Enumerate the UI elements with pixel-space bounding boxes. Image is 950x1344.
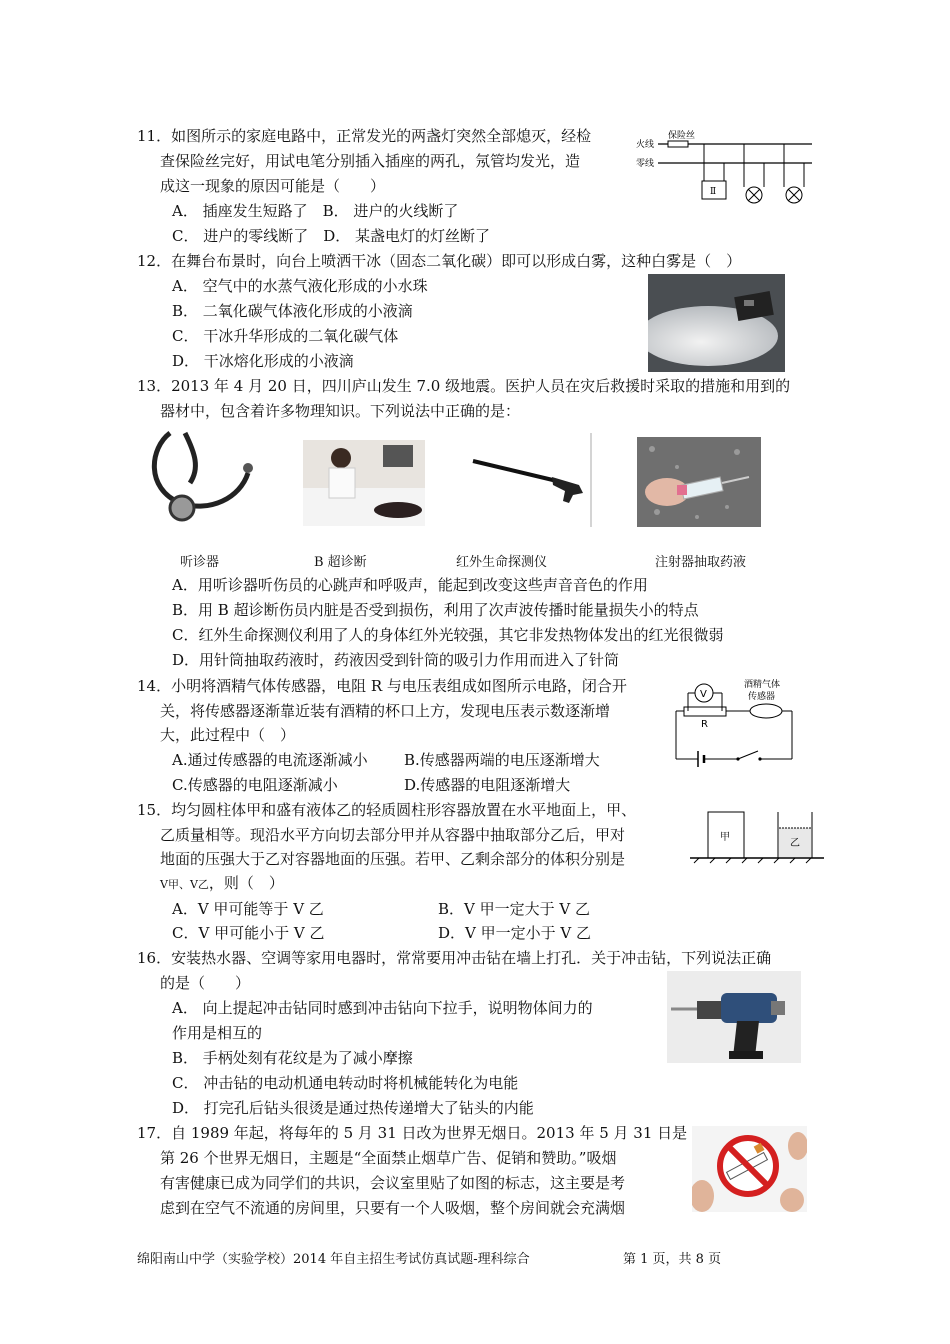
footer-school-title: 绵阳南山中学（实验学校）2014 年自主招生考试仿真试题-理科综合 (137, 1252, 530, 1267)
q14-line3: 大，此过程中（ ） (160, 726, 296, 744)
q12-option-b: B． 二氧化碳气体液化形成的小液滴 (172, 302, 413, 320)
q14-option-b: B.传感器两端的电压逐渐增大 (404, 751, 600, 769)
svg-text:Ⅱ: Ⅱ (710, 187, 717, 197)
q13-option-c: C．红外生命探测仪利用了人的身体红外光较强，其它非发热物体发出的红光很微弱 (172, 626, 724, 644)
alcohol-sensor-circuit-figure (672, 677, 796, 769)
q17-line2: 第 26 个世界无烟日，主题是“全面禁止烟草广告、促销和赞助。”吸烟 (160, 1149, 617, 1167)
sensor-label-line2: 传感器 (748, 692, 776, 702)
q14-option-c: C.传感器的电阻逐渐减小 (172, 776, 338, 794)
infrared-detector-photo (467, 433, 595, 527)
q13-line2: 器材中，包含着许多物理知识。下列说法中正确的是： (160, 402, 521, 420)
q11-line1: 11．如图所示的家庭电路中，正常发光的两盏灯突然全部熄灭，经检 (137, 127, 592, 145)
q17-line3: 有害健康已成为同学们的共识，会议室里贴了如图的标志，这主要是考 (160, 1174, 626, 1192)
q16-line1: 16．安装热水器、空调等家用电器时，常常要用冲击钻在墙上打孔．关于冲击钻，下列说法正确 (137, 949, 772, 967)
q14-option-d: D.传感器的电阻逐渐增大 (404, 776, 571, 794)
q14-line2: 关，将传感器逐渐靠近装有酒精的杯口上方，发现电压表示数逐渐增 (160, 702, 611, 720)
sensor-label-line1: 酒精气体 (744, 680, 781, 690)
q12-option-a: A． 空气中的水蒸气液化形成的小水珠 (172, 277, 428, 295)
caption-b-ultrasound: B 超诊断 (314, 555, 367, 570)
live-wire-label: 火线 (636, 140, 655, 150)
footer-page-number: 第 1 页，共 8 页 (623, 1252, 722, 1267)
fuse-label: 保险丝 (668, 131, 696, 141)
q17-line1: 17．自 1989 年起，将每年的 5 月 31 日改为世界无烟日。2013 年 5 月 31 日是 (137, 1124, 688, 1142)
no-smoking-sign-photo (692, 1126, 807, 1212)
q16-option-d: D． 打完孔后钻头很烫是通过热传递增大了钻头的内能 (172, 1099, 534, 1117)
caption-syringe: 注射器抽取药液 (655, 555, 747, 570)
cylinder-container-figure (690, 808, 824, 864)
q15-line1: 15．均匀圆柱体甲和盛有液体乙的轻质圆柱形容器放置在水平地面上，甲、 (137, 801, 637, 819)
q15-option-b: B．V 甲一定大于 V 乙 (438, 900, 590, 918)
q16-option-a-line2: 作用是相互的 (172, 1024, 263, 1042)
resistor-label: R (701, 719, 708, 730)
cylinder-jia-label: 甲 (720, 832, 730, 843)
q13-option-a: A．用听诊器听伤员的心跳声和呼吸声，能起到改变这些声音音色的作用 (172, 576, 648, 594)
q11-line2: 查保险丝完好，用试电笔分别插入插座的两孔，氖管均发光，造 (160, 152, 581, 170)
q16-option-b: B． 手柄处刻有花纹是为了减小摩擦 (172, 1049, 413, 1067)
dry-ice-fog-photo (648, 274, 785, 372)
caption-infrared-detector: 红外生命探测仪 (456, 555, 548, 570)
neutral-wire-label: 零线 (636, 159, 655, 169)
q17-line4: 虑到在空气不流通的房间里，只要有一个人吸烟，整个房间就会充满烟 (160, 1199, 626, 1217)
q13-line1: 13．2013 年 4 月 20 日，四川庐山发生 7.0 级地震。医护人员在灾后救援时采取的措施和用到的 (137, 377, 791, 395)
q15-line4 (160, 873, 284, 895)
caption-stethoscope: 听诊器 (180, 555, 220, 570)
household-circuit-figure (634, 127, 814, 207)
syringe-photo (637, 437, 761, 527)
q11-options-cd: C． 进户的零线断了 D． 某盏电灯的灯丝断了 (172, 227, 491, 245)
q13-option-b: B．用 B 超诊断伤员内脏是否受到损伤，利用了次声波传播时能量损失小的特点 (172, 601, 699, 619)
q15-volume-vars: V甲、V乙 (160, 878, 209, 891)
q15-option-d: D．V 甲一定小于 V 乙 (438, 924, 591, 942)
stethoscope-photo (140, 428, 260, 526)
voltmeter-label: V (700, 689, 707, 700)
q11-options-ab: A． 插座发生短路了 B． 进户的火线断了 (172, 202, 459, 220)
q15-option-a: A．V 甲可能等于 V 乙 (172, 900, 324, 918)
q15-line2: 乙质量相等。现沿水平方向切去部分甲并从容器中抽取部分乙后，甲对 (160, 826, 626, 844)
q11-line3: 成这一现象的原因可能是（ ） (160, 177, 386, 195)
q15-line3: 地面的压强大于乙对容器地面的压强。若甲、乙剩余部分的体积分别是 (160, 850, 626, 868)
q16-option-a-line1: A． 向上提起冲击钻同时感到冲击钻向下拉手，说明物体间力的 (172, 999, 593, 1017)
q16-option-c: C． 冲击钻的电动机通电转动时将机械能转化为电能 (172, 1074, 519, 1092)
b-ultrasound-photo (303, 440, 425, 526)
container-yi-label: 乙 (790, 838, 800, 849)
q14-line1: 14．小明将酒精气体传感器，电阻 R 与电压表组成如图所示电路，闭合开 (137, 677, 627, 695)
q12-line1: 12．在舞台布景时，向台上喷洒干冰（固态二氧化碳）即可以形成白雾，这种白雾是（ ） (137, 252, 742, 270)
q12-option-c: C． 干冰升华形成的二氧化碳气体 (172, 327, 399, 345)
impact-drill-photo (667, 971, 801, 1063)
q16-line2: 的是（ ） (160, 974, 251, 992)
q14-option-a: A.通过传感器的电流逐渐减小 (172, 751, 368, 769)
q12-option-d: D． 干冰熔化形成的小液滴 (172, 352, 354, 370)
q15-line4-rest: ，则（ ） (208, 874, 284, 892)
q13-option-d: D．用针筒抽取药液时，药液因受到针筒的吸引力作用而进入了针筒 (172, 651, 620, 669)
q15-option-c: C．V 甲可能小于 V 乙 (172, 924, 325, 942)
